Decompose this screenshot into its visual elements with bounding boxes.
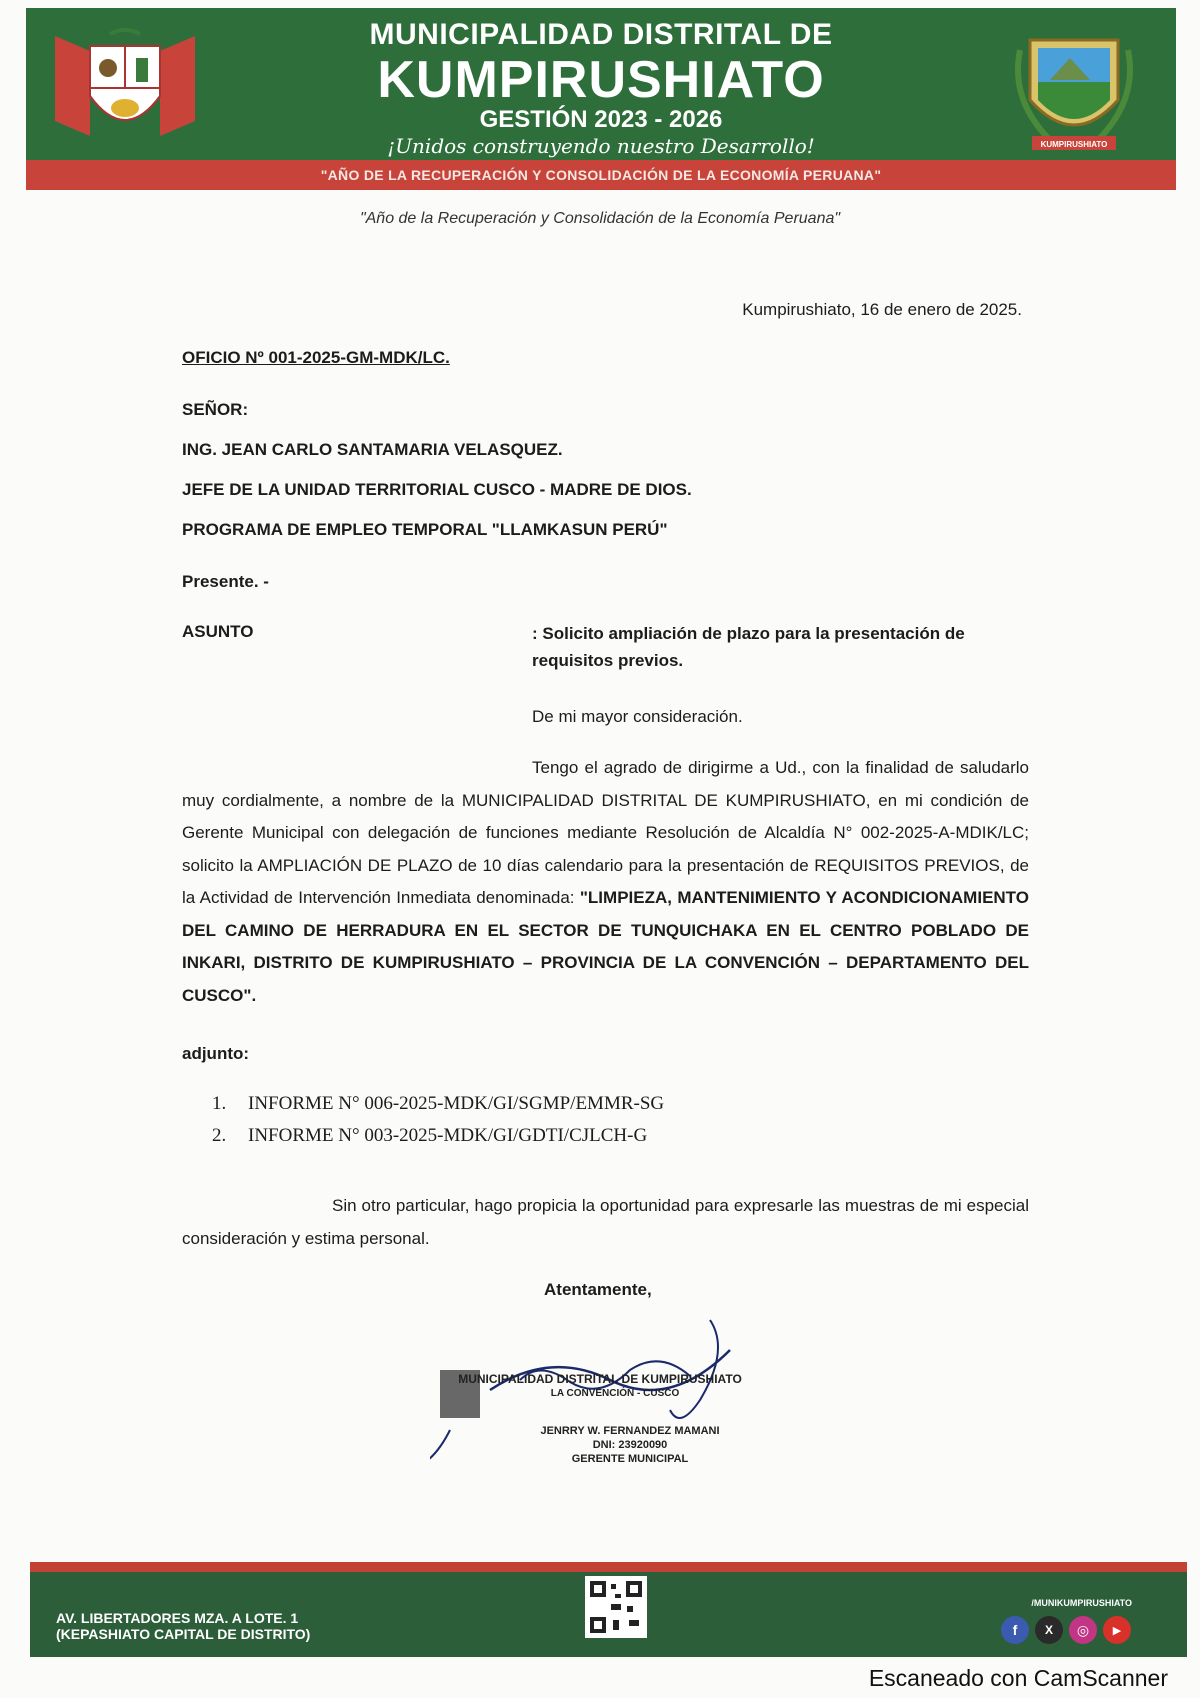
document-reference: OFICIO Nº 001-2025-GM-MDK/LC. (182, 348, 450, 367)
official-stamp (430, 1310, 760, 1470)
greeting: De mi mayor consideración. (532, 707, 743, 726)
social-icons (1001, 1616, 1131, 1644)
x-icon[interactable]: X (1035, 1616, 1063, 1644)
address: AV. LIBERTADORES MZA. A LOTE. 1 (KEPASHIATO CAPITAL DE DISTRITO) (56, 1610, 311, 1642)
footer-red-band (30, 1562, 1187, 1572)
instagram-icon[interactable]: ◎ (1069, 1616, 1097, 1644)
subject-text: : Solicito ampliación de plazo para la presentación de requisitos previos. (532, 624, 965, 670)
letter-footer (30, 1562, 1187, 1657)
social-handle: /MUNIKUMPIRUSHIATO (1031, 1598, 1132, 1608)
district-shield-icon (1010, 20, 1138, 160)
attachments-list (212, 1088, 664, 1152)
recipient-title: JEFE DE LA UNIDAD TERRITORIAL CUSCO - MADRE DE DIOS. (182, 480, 692, 499)
activity-name: "LIMPIEZA, MANTENIMIENTO Y ACONDICIONAMIENTO DEL CAMINO DE HERRADURA EN EL SECTOR DE TUNQUICHAKA EN EL CENTRO POBLADO DE INKARI, DISTRITO DE KUMPIRUSHIATO – PROVINCIA DE LA CONVENCIÓN – DEPARTAMENTO DEL CUSCO". (182, 888, 1029, 1005)
list-item: 1. INFORME N° 006-2025-MDK/GI/SGMP/EMMR-SG (212, 1093, 665, 1114)
facebook-icon[interactable]: f (1001, 1616, 1029, 1644)
administration-period: GESTIÓN 2023 - 2026 (479, 106, 723, 133)
stamp-location: LA CONVENCIÓN - CUSCO (550, 1388, 680, 1399)
municipality-line1: MUNICIPALIDAD DISTRITAL DE (369, 18, 833, 51)
closing-paragraph (182, 1190, 1029, 1255)
salutation: SEÑOR: (182, 400, 249, 419)
qr-code-icon (585, 1576, 647, 1638)
shield-label: KUMPIRUSHIATO (1040, 140, 1108, 149)
municipality-name: KUMPIRUSHIATO (377, 51, 825, 109)
slogan: ¡Unidos construyendo nuestro Desarrollo! (387, 134, 815, 158)
body-paragraph (182, 752, 1029, 1012)
recipient-program: PROGRAMA DE EMPLEO TEMPORAL "LLAMKASUN PERÚ" (182, 520, 668, 539)
presente: Presente. - (182, 572, 269, 591)
signer-role: GERENTE MUNICIPAL (571, 1453, 689, 1465)
subject-label: ASUNTO (182, 622, 254, 641)
place-date: Kumpirushiato, 16 de enero de 2025. (742, 300, 1022, 319)
header-year-motto: "AÑO DE LA RECUPERACIÓN Y CONSOLIDACIÓN DE LA ECONOMÍA PERUANA" (320, 167, 882, 183)
recipient-name: ING. JEAN CARLO SANTAMARIA VELASQUEZ. (182, 440, 563, 459)
scanner-watermark: Escaneado con CamScanner (868, 1665, 1168, 1691)
attachments-label: adjunto: (182, 1044, 250, 1063)
letterhead (26, 8, 1176, 190)
signer-name: JENRRY W. FERNANDEZ MAMANI (540, 1425, 720, 1437)
youtube-icon[interactable]: ▶ (1103, 1616, 1131, 1644)
list-item: 2. INFORME N° 003-2025-MDK/GI/GDTI/CJLCH-G (212, 1125, 648, 1146)
body-text: Tengo el agrado de dirigirme a Ud., con la finalidad de saludarlo muy cordialmente, a nombre de la MUNICIPALIDAD DISTRITAL DE KUMPIRUSHIATO, en mi condición de Gerente Municipal con delegación de funciones mediante Resolución de Alcaldía N° 002-2025-A-MDIK/LC; solicito la AMPLIACIÓN DE PLAZO de 10 días calendario para la presentación de REQUISITOS PREVIOS, de la Actividad de Intervención Inmediata denominada: (182, 758, 1029, 907)
farewell: Atentamente, (544, 1280, 652, 1299)
year-motto: "Año de la Recuperación y Consolidación de la Economía Peruana" (359, 210, 841, 227)
signer-dni: DNI: 23920090 (592, 1439, 668, 1451)
closing-text: Sin otro particular, hago propicia la oportunidad para expresarle las muestras de mi especial consideración y estima personal. (182, 1196, 1029, 1248)
stamp-entity: MUNICIPALIDAD DISTRITAL DE KUMPIRUSHIATO (458, 1372, 742, 1386)
